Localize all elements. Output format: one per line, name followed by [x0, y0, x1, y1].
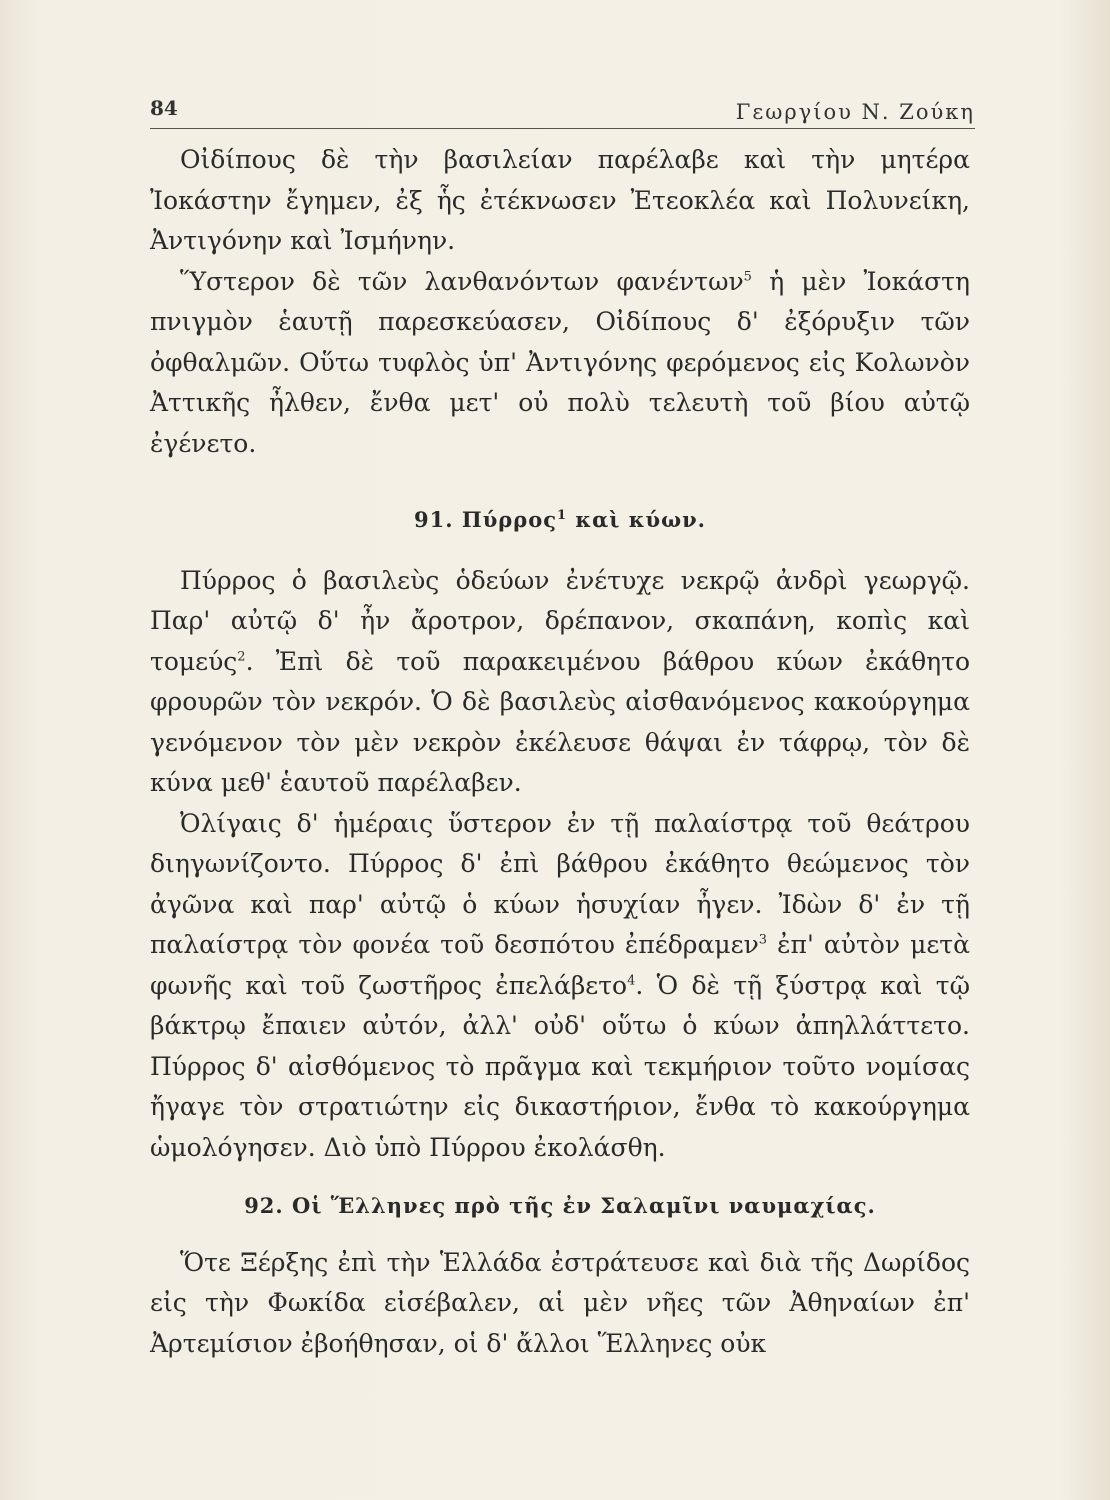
- section-91-heading: [150, 500, 970, 541]
- section-91-paragraph-2-part-b: ἐπ' αὐτὸν μετὰ φωνῆς καὶ τοῦ ζωστῆρος ἐπελάβετο: [150, 930, 970, 1000]
- section-91-paragraph-1-part-b: . Ἐπὶ δὲ τοῦ παρακειμένου βάθρου κύων ἐκάθητο φρουρῶν τὸν νεκρόν. Ὁ δὲ βασιλεὺς αἰσθανόμενος κακούργημα γενόμενον τὸν μὲν νεκρὸν ἐκέλευσε θάψαι ἐν τάφρῳ, τὸν δὲ κύνα μεθ' ἑαυτοῦ παρέλαβεν.: [150, 646, 970, 797]
- footnote-marker-1: 1: [557, 508, 568, 523]
- footnote-marker-2: 2: [237, 649, 246, 665]
- intro-paragraph-1: Οἰδίπους δὲ τὴν βασιλείαν παρέλαβε καὶ τὴν μητέρα Ἰοκάστην ἔγημεν, ἐξ ἧς ἐτέκνωσεν Ἐτεοκλέα καὶ Πολυνείκη, Ἀντιγόνην καὶ Ἰσμήνην.: [150, 145, 970, 255]
- section-91-paragraph-2-part-a: Ὀλίγαις δ' ἡμέραις ὕστερον ἐν τῇ παλαίστρᾳ τοῦ θεάτρου διηγωνίζοντο. Πύρρος δ' ἐπὶ βάθρου ἐκάθητο θεώμενος τὸν ἀγῶνα καὶ παρ' αὐτῷ ὁ κύων ἡσυχίαν ἦγεν. Ἰδὼν δ' ἐν τῇ παλαίστρᾳ τὸν φονέα τοῦ δεσπότου ἐπέδραμεν: [150, 808, 970, 959]
- section-91-paragraph-1-part-a: Πύρρος ὁ βασιλεὺς ὁδεύων ἐνέτυχε νεκρῷ ἀνδρὶ γεωργῷ. Παρ' αὐτῷ δ' ἦν ἄροτρον, δρέπανον, σκαπάνη, κοπὶς καὶ τομεύς: [150, 565, 970, 676]
- running-head: Γεωργίου Ν. Ζούκη: [735, 100, 975, 124]
- footnote-marker-3: 3: [758, 932, 768, 948]
- section-91-heading-title: 91. Πύρρος: [414, 507, 558, 532]
- page-header: [150, 96, 975, 129]
- intro-paragraph-2: [150, 262, 970, 465]
- intro-paragraph-2-part-a: Ὕστερον δὲ τῶν λανθανόντων φανέντων: [180, 266, 744, 296]
- intro-paragraph-2-part-b: ἡ μὲν Ἰοκάστη πνιγμὸν ἑαυτῇ παρεσκεύασεν, Οἰδίπους δ' ἐξόρυξιν τῶν ὀφθαλμῶν. Οὕτω τυφλὸς ὑπ' Ἀντιγόνης φερόμενος εἰς Κολωνὸν Ἀττικῆς ἦλθεν, ἔνθα μετ' οὐ πολὺ τελευτὴ τοῦ βίου αὐτῷ ἐγένετο.: [150, 266, 970, 458]
- section-91-paragraph-1: [150, 561, 970, 804]
- section-92-paragraph-1: Ὅτε Ξέρξης ἐπὶ τὴν Ἑλλάδα ἐστράτευσε καὶ διὰ τῆς Δωρίδος εἰς τὴν Φωκίδα εἰσέβαλεν, αἱ μὲν νῆες τῶν Ἀθηναίων ἐπ' Ἀρτεμίσιον ἐβοήθησαν, οἱ δ' ἄλλοι Ἕλληνες οὐκ: [150, 1247, 970, 1358]
- section-91-paragraph-2-part-c: . Ὁ δὲ τῇ ξύστρᾳ καὶ τῷ βάκτρῳ ἔπαιεν αὐτόν, ἀλλ' οὐδ' οὕτω ὁ κύων ἀπηλλάττετο. Πύρρος δ' αἰσθόμενος τὸ πρᾶγμα καὶ τεκμήριον τοῦτο νομίσας ἤγαγε τὸν στρατιώτην εἰς δικαστήριον, ἔνθα τὸ κακούργημα ὡμολόγησεν. Διὸ ὑπὸ Πύρρου ἐκολάσθη.: [150, 970, 970, 1162]
- footnote-marker-5: 5: [743, 269, 752, 285]
- section-91-heading-rest: καὶ κύων.: [567, 507, 706, 532]
- footnote-marker-4: 4: [627, 973, 636, 989]
- section-92-heading: 92. Οἱ Ἕλληνες πρὸ τῆς ἐν Σαλαμῖνι ναυμαχίας.: [244, 1193, 876, 1218]
- page-number: 84: [150, 96, 178, 120]
- body-text: [150, 140, 970, 1364]
- section-91-paragraph-2: [150, 804, 970, 1169]
